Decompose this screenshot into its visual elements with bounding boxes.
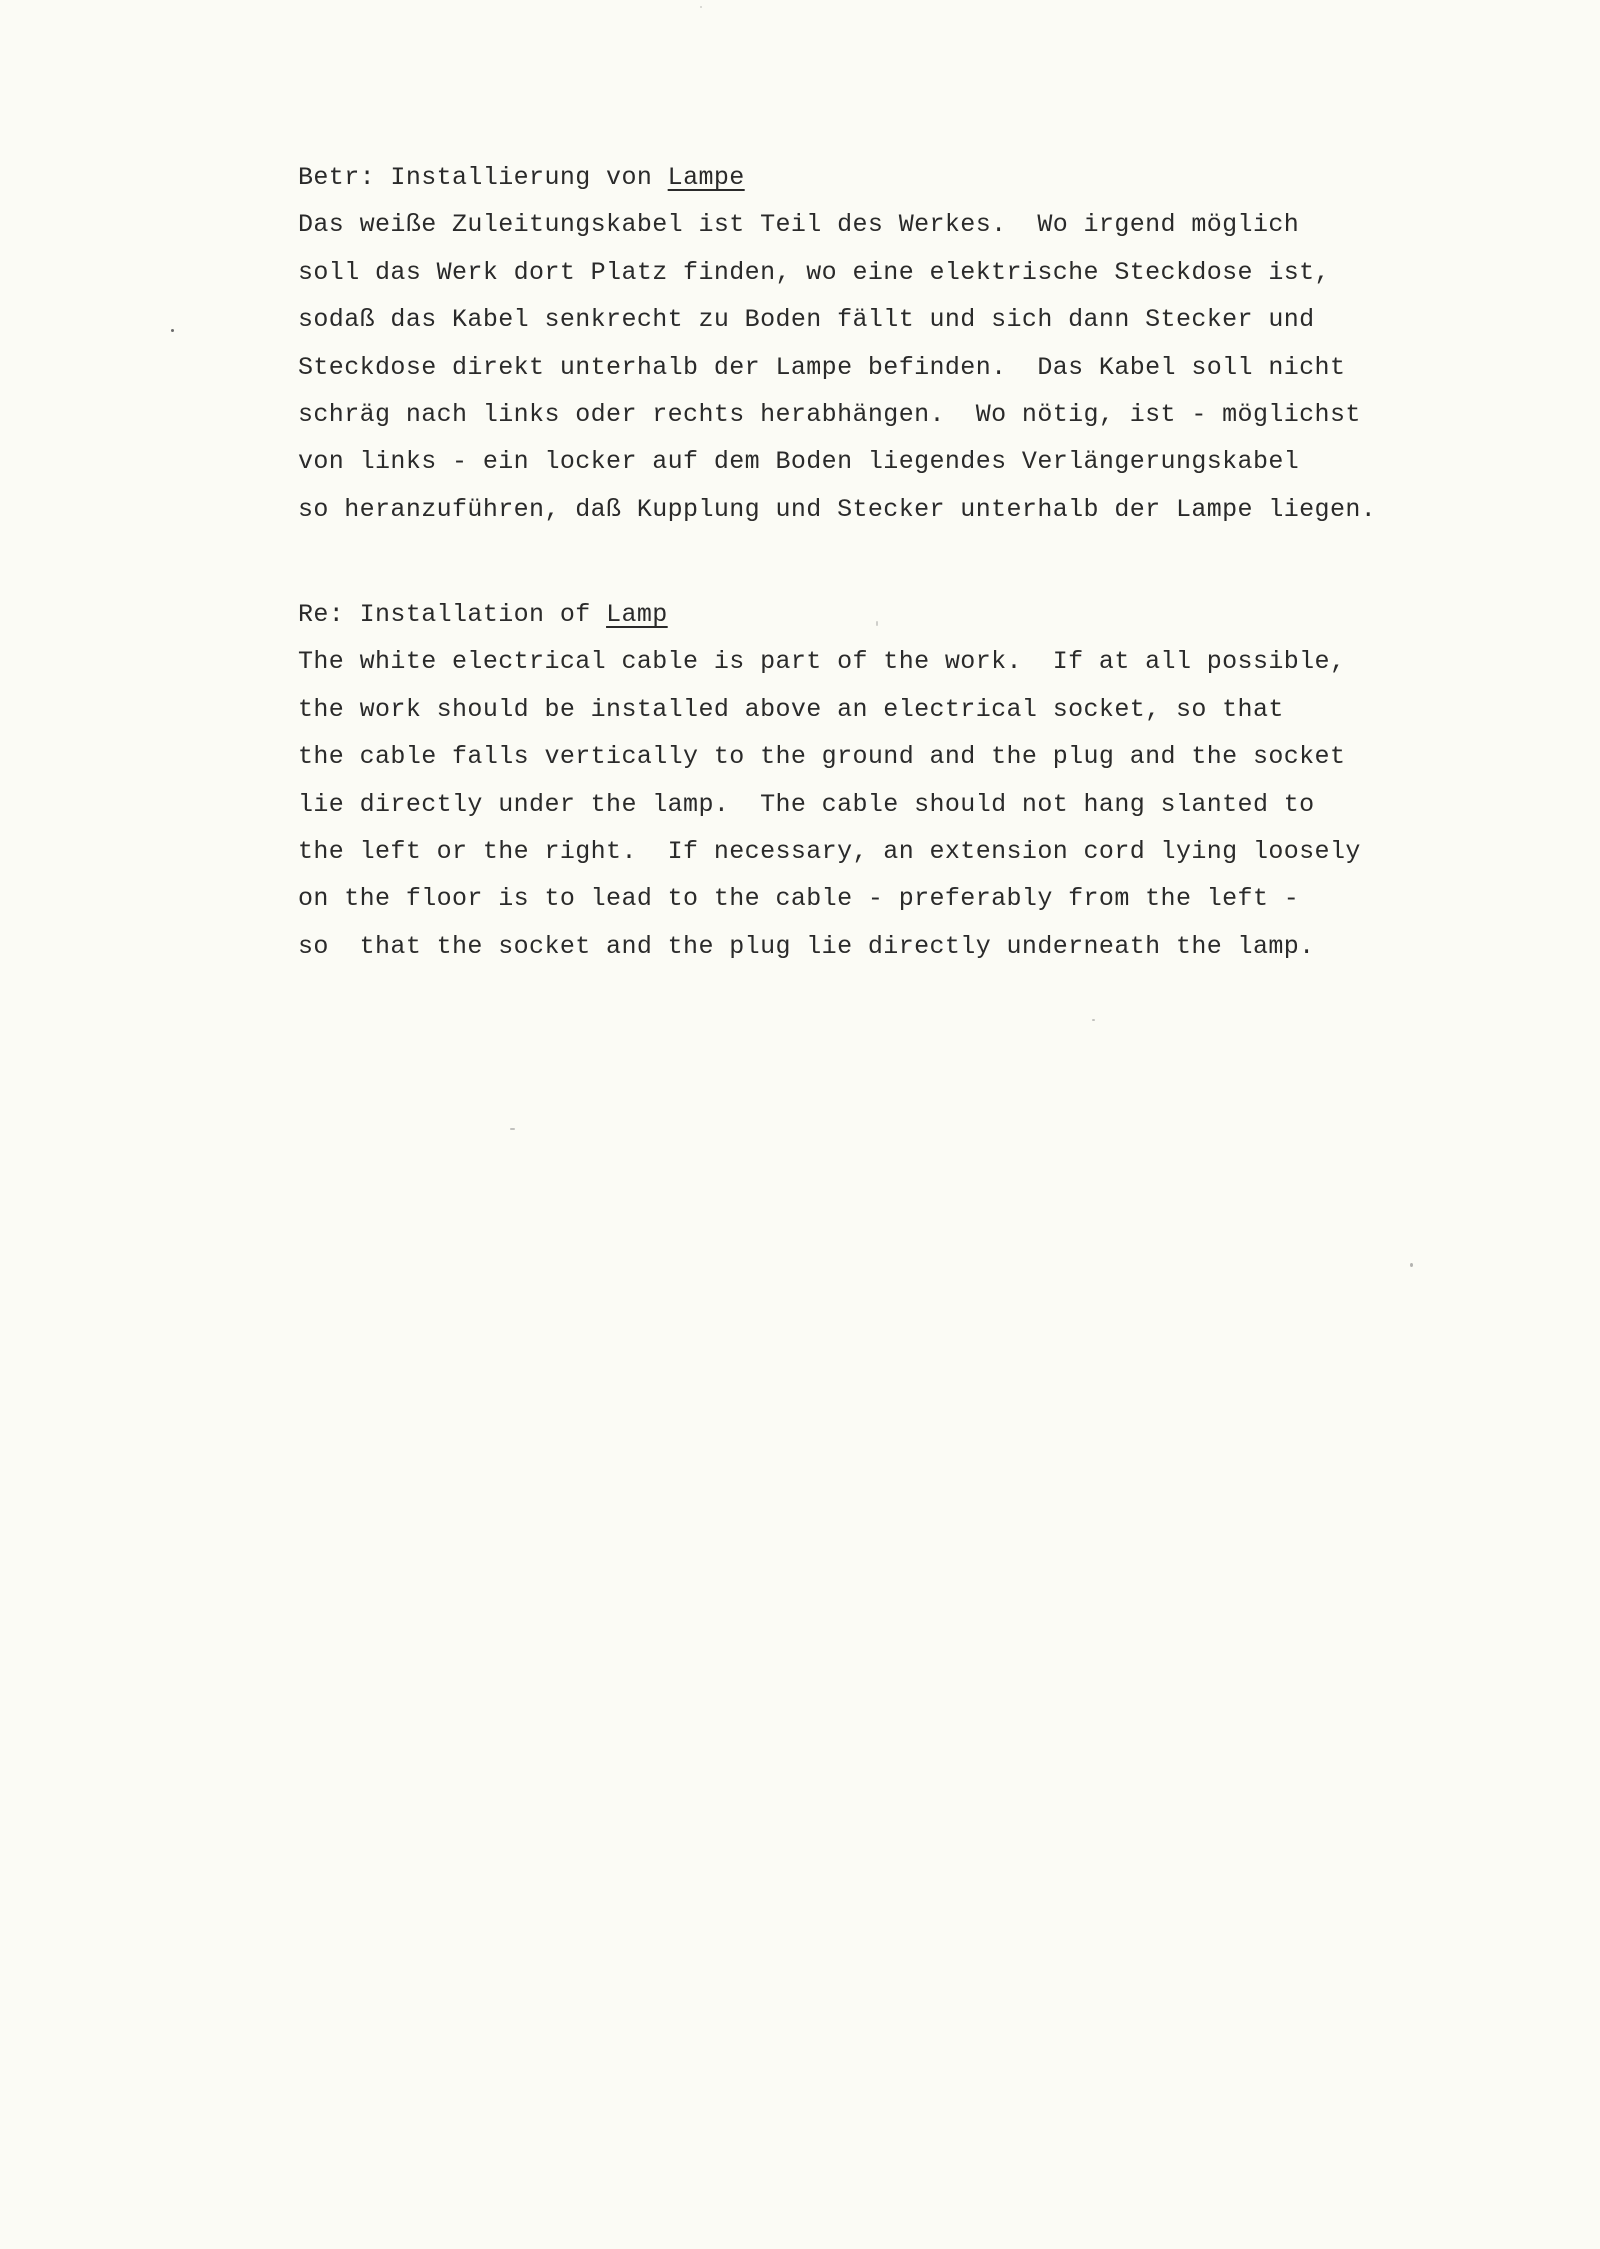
german-heading-prefix: Betr: Installierung von [298, 163, 668, 192]
german-line: Steckdose direkt unterhalb der Lampe befinden. Das Kabel soll nicht [298, 352, 1346, 382]
paper-speck [510, 1128, 515, 1130]
english-line: so that the socket and the plug lie directly underneath the lamp. [298, 931, 1315, 961]
paper-speck [1092, 1019, 1095, 1021]
german-heading-subject: Lampe [667, 163, 745, 192]
english-line: on the floor is to lead to the cable - preferably from the left - [298, 884, 1300, 914]
paper-speck [700, 6, 702, 8]
english-line: lie directly under the lamp. The cable should not hang slanted to [298, 789, 1315, 819]
english-note [298, 591, 1458, 970]
german-line: schräg nach links oder rechts herabhängen. Wo nötig, ist - möglichst [298, 399, 1361, 429]
german-line: sodaß das Kabel senkrecht zu Boden fällt und sich dann Stecker und [298, 305, 1315, 335]
german-heading [298, 154, 1458, 201]
paper-speck [171, 329, 174, 332]
german-line: von links - ein locker auf dem Boden liegendes Verlängerungskabel [298, 447, 1300, 477]
english-line: the cable falls vertically to the ground and the plug and the socket [298, 742, 1346, 772]
german-line: so heranzuführen, daß Kupplung und Stecker unterhalb der Lampe liegen. [298, 494, 1377, 524]
english-heading-subject: Lamp [606, 600, 668, 629]
english-heading [298, 591, 1458, 638]
german-line: soll das Werk dort Platz finden, wo eine elektrische Steckdose ist, [298, 257, 1330, 287]
english-line: the work should be installed above an electrical socket, so that [298, 694, 1284, 724]
german-note [298, 154, 1458, 533]
english-heading-prefix: Re: Installation of [298, 600, 607, 629]
english-line: The white electrical cable is part of the work. If at all possible, [298, 647, 1346, 677]
english-line: the left or the right. If necessary, an extension cord lying loosely [298, 836, 1361, 866]
paper-speck [1410, 1263, 1413, 1267]
paper-speck [876, 621, 878, 626]
german-line: Das weiße Zuleitungskabel ist Teil des Werkes. Wo irgend möglich [298, 210, 1300, 240]
